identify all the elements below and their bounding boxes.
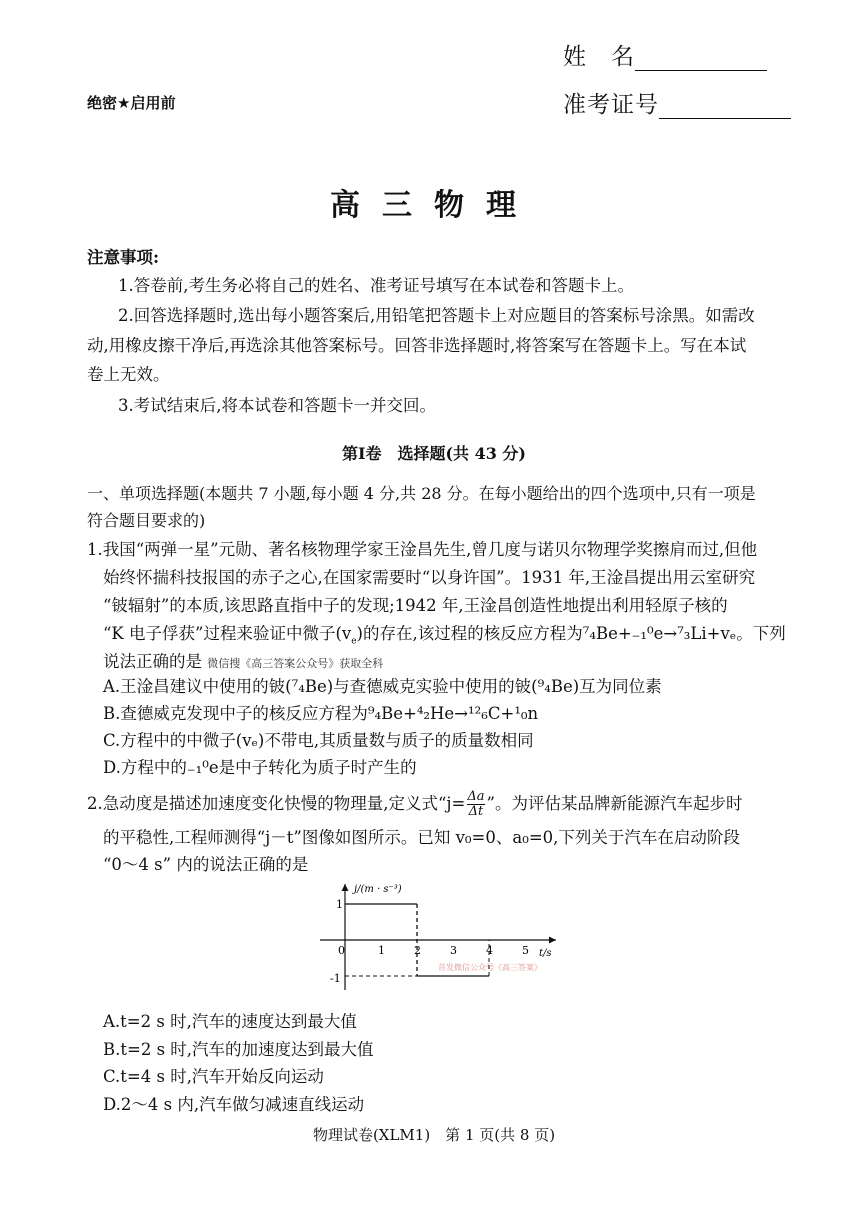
- q1-line-2: 始终怀揣科技报国的赤子之心,在国家需要时“以身许国”。1931 年,王淦昌提出用云室研究: [103, 568, 756, 587]
- q1-option-b: B.查德威克发现中子的核反应方程为⁹₄Be+⁴₂He→¹²₆C+¹₀n: [103, 704, 539, 723]
- y-tick-neg: -1: [330, 972, 341, 985]
- origin-label: 0: [338, 944, 345, 957]
- x-tick-label-1: 1: [378, 944, 385, 957]
- exam-id-blank: [659, 94, 791, 119]
- y-axis-label: j/(m · s⁻³): [354, 884, 402, 895]
- name-blank: [635, 46, 767, 71]
- x-tick-label-4: 4: [486, 944, 493, 957]
- q1-watermark: 微信搜《高三答案公众号》获取全科: [207, 657, 384, 670]
- q1-line-1: 1.我国“两弹一星”元勋、著名核物理学家王淦昌先生,曾几度与诺贝尔物理学奖擦肩而过,但他: [87, 540, 758, 559]
- notice-heading: 注意事项:: [87, 248, 160, 267]
- graph-watermark: 首发微信公众号《高三答案》: [438, 963, 542, 972]
- q1-line-5-text: 说法正确的是: [103, 652, 202, 671]
- part-instructions-line-1: 一、单项选择题(本题共 7 小题,每小题 4 分,共 28 分。在每小题给出的四个选项中,只有一项是: [87, 484, 756, 503]
- exam-id-label: 准考证号: [563, 92, 659, 118]
- section-heading: 第Ⅰ卷 选择题(共 43 分): [341, 444, 527, 463]
- q2-fraction: $\frac{\Delta a}{\Delta t}$: [467, 789, 485, 819]
- q1-line-4-prefix: “K 电子俘获”过程来验证中微子(v: [103, 624, 352, 643]
- part-instructions-line-2: 符合题目要求的): [87, 511, 206, 530]
- q2-option-b: B.t=2 s 时,汽车的加速度达到最大值: [103, 1040, 374, 1059]
- q1-line-3: “铍辐射”的本质,该思路直指中子的发现;1942 年,王淦昌创造性地提出利用轻原子核的: [103, 596, 728, 615]
- q1-option-d: D.方程中的₋₁⁰e是中子转化为质子时产生的: [103, 758, 417, 777]
- q2-line-2: 的平稳性,工程师测得“j－t”图像如图所示。已知 v₀=0、a₀=0,下列关于汽车在启动阶段: [103, 828, 740, 847]
- notice-item-2-line-3: 卷上无效。: [87, 365, 170, 384]
- notice-item-3: 3.考试结束后,将本试卷和答题卡一并交回。: [118, 396, 436, 415]
- q2-line-1-suffix: ”。为评估某品牌新能源汽车起步时: [486, 794, 743, 813]
- jt-graph: [318, 878, 568, 996]
- name-field: [563, 38, 767, 71]
- name-label: 姓 名: [563, 44, 635, 70]
- y-tick-pos: 1: [336, 898, 343, 911]
- notice-item-1: 1.答卷前,考生务必将自己的姓名、准考证号填写在本试卷和答题卡上。: [118, 276, 634, 295]
- q2-line-1: [87, 790, 742, 819]
- notice-item-2-line-1: 2.回答选择题时,选出每小题答案后,用铅笔把答题卡上对应题目的答案标号涂黑。如需改: [118, 306, 755, 325]
- q1-line-4-suffix: 。下列: [736, 624, 786, 643]
- exam-id-field: [563, 86, 791, 119]
- x-tick-label-3: 3: [450, 944, 457, 957]
- x-tick-label-2: 2: [414, 944, 421, 957]
- page-footer: 物理试卷(XLM1) 第 1 页(共 8 页): [312, 1126, 556, 1144]
- q2-line-3: “0～4 s” 内的说法正确的是: [103, 855, 309, 874]
- q2-line-1-prefix: 2.急动度是描述加速度变化快慢的物理量,定义式“j=: [87, 794, 466, 813]
- q1-equation: ⁷₄Be+₋₁⁰e→⁷₃Li+vₑ: [582, 624, 737, 643]
- q1-option-c: C.方程中的中微子(vₑ)不带电,其质量数与质子的质量数相同: [103, 731, 534, 750]
- x-tick-label-5: 5: [522, 944, 529, 957]
- q2-option-d: D.2～4 s 内,汽车做匀减速直线运动: [103, 1095, 365, 1114]
- notice-item-2-line-2: 动,用橡皮擦干净后,再选涂其他答案标号。回答非选择题时,将答案写在答题卡上。写在本试: [87, 336, 747, 355]
- q1-line-4: “K 电子俘获”过程来验证中微子$(v_e)$的存在,该过程的核反应方程为⁷₄Be+₋₁⁰e→⁷₃Li+vₑ。下列: [103, 624, 786, 647]
- x-axis-label: t/s: [539, 948, 552, 959]
- q2-option-c: C.t=4 s 时,汽车开始反向运动: [103, 1067, 324, 1086]
- q1-line-4-mid: )的存在,该过程的核反应方程为: [356, 624, 583, 643]
- page-title: 高三物理: [330, 188, 538, 223]
- confidential-mark: 绝密★启用前: [87, 94, 176, 112]
- q2-option-a: A.t=2 s 时,汽车的速度达到最大值: [103, 1012, 357, 1031]
- q1-option-a: A.王淦昌建议中使用的铍(⁷₄Be)与查德威克实验中使用的铍(⁹₄Be)互为同位素: [103, 677, 662, 696]
